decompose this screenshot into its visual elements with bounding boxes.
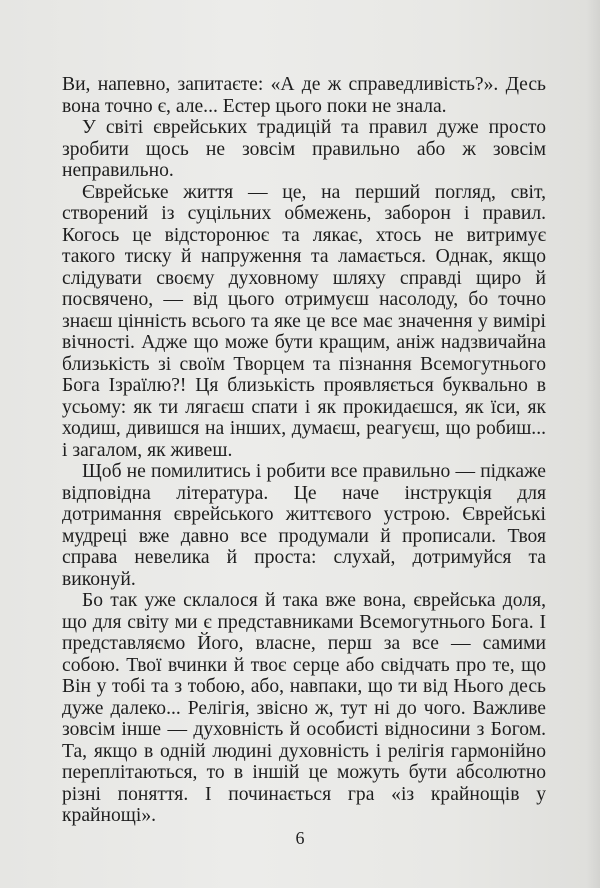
- page-text: [62, 74, 546, 827]
- paragraph: Щоб не помилитись і робити все правильно — підкаже відповідна література. Це наче інструкція для дотримання єврейського життєвого устрою. Єврейські мудреці вже давно все продумали й прописали. Твоя справа невелика й проста: слухай, дотримуйся та виконуй.: [62, 461, 546, 590]
- page-edge-shadow: [586, 0, 600, 888]
- paragraph: Єврейське життя — це, на перший погляд, світ, створений із суцільних обмежень, заборон і правил. Когось це відсторонює та лякає, хтось не витримує такого тиску й напруження та ламається. Однак, якщо слідувати своєму духовному шляху справді щиро й посвячено, — від цього отримуєш насолоду, бо точно знаєш цінність всього та яке це все має значення у вимірі вічності. Адже що може бути кращим, аніж надзвичайна близькість зі своїм Творцем та пізнання Всемогутнього Бога Ізраїлю?! Ця близькість проявляється буквально в усьому: як ти лягаєш спати і як прокидаєшся, як їси, як ходиш, дивишся на інших, думаєш, реагуєш, що робиш... і загалом, як живеш.: [62, 181, 546, 461]
- page-number: 6: [295, 828, 305, 848]
- paragraph: Ви, напевно, запитаєте: «А де ж справедливість?». Десь вона точно є, але... Естер цього поки не знала.: [62, 74, 546, 117]
- paragraph: У світі єврейських традицій та правил дуже просто зробити щось не зовсім правильно або ж зовсім неправильно.: [62, 117, 546, 181]
- paragraph: Бо так уже склалося й така вже вона, єврейська доля, що для світу ми є представниками Всемогутнього Бога. І представляємо Його, власне, перш за все — самими собою. Твої вчинки й твоє серце або свідчать про те, що Він у тобі та з тобою, або, навпаки, що ти від Нього десь дуже далеко... Релігія, звісно ж, тут ні до чого. Важливе зовсім інше — духовність й особисті відносини з Богом. Та, якщо в одній людині духовність і релігія гармонійно переплітаються, то в іншій це можуть бути абсолютно різні поняття. І починається гра «із крайнощів у крайнощі».: [62, 590, 546, 826]
